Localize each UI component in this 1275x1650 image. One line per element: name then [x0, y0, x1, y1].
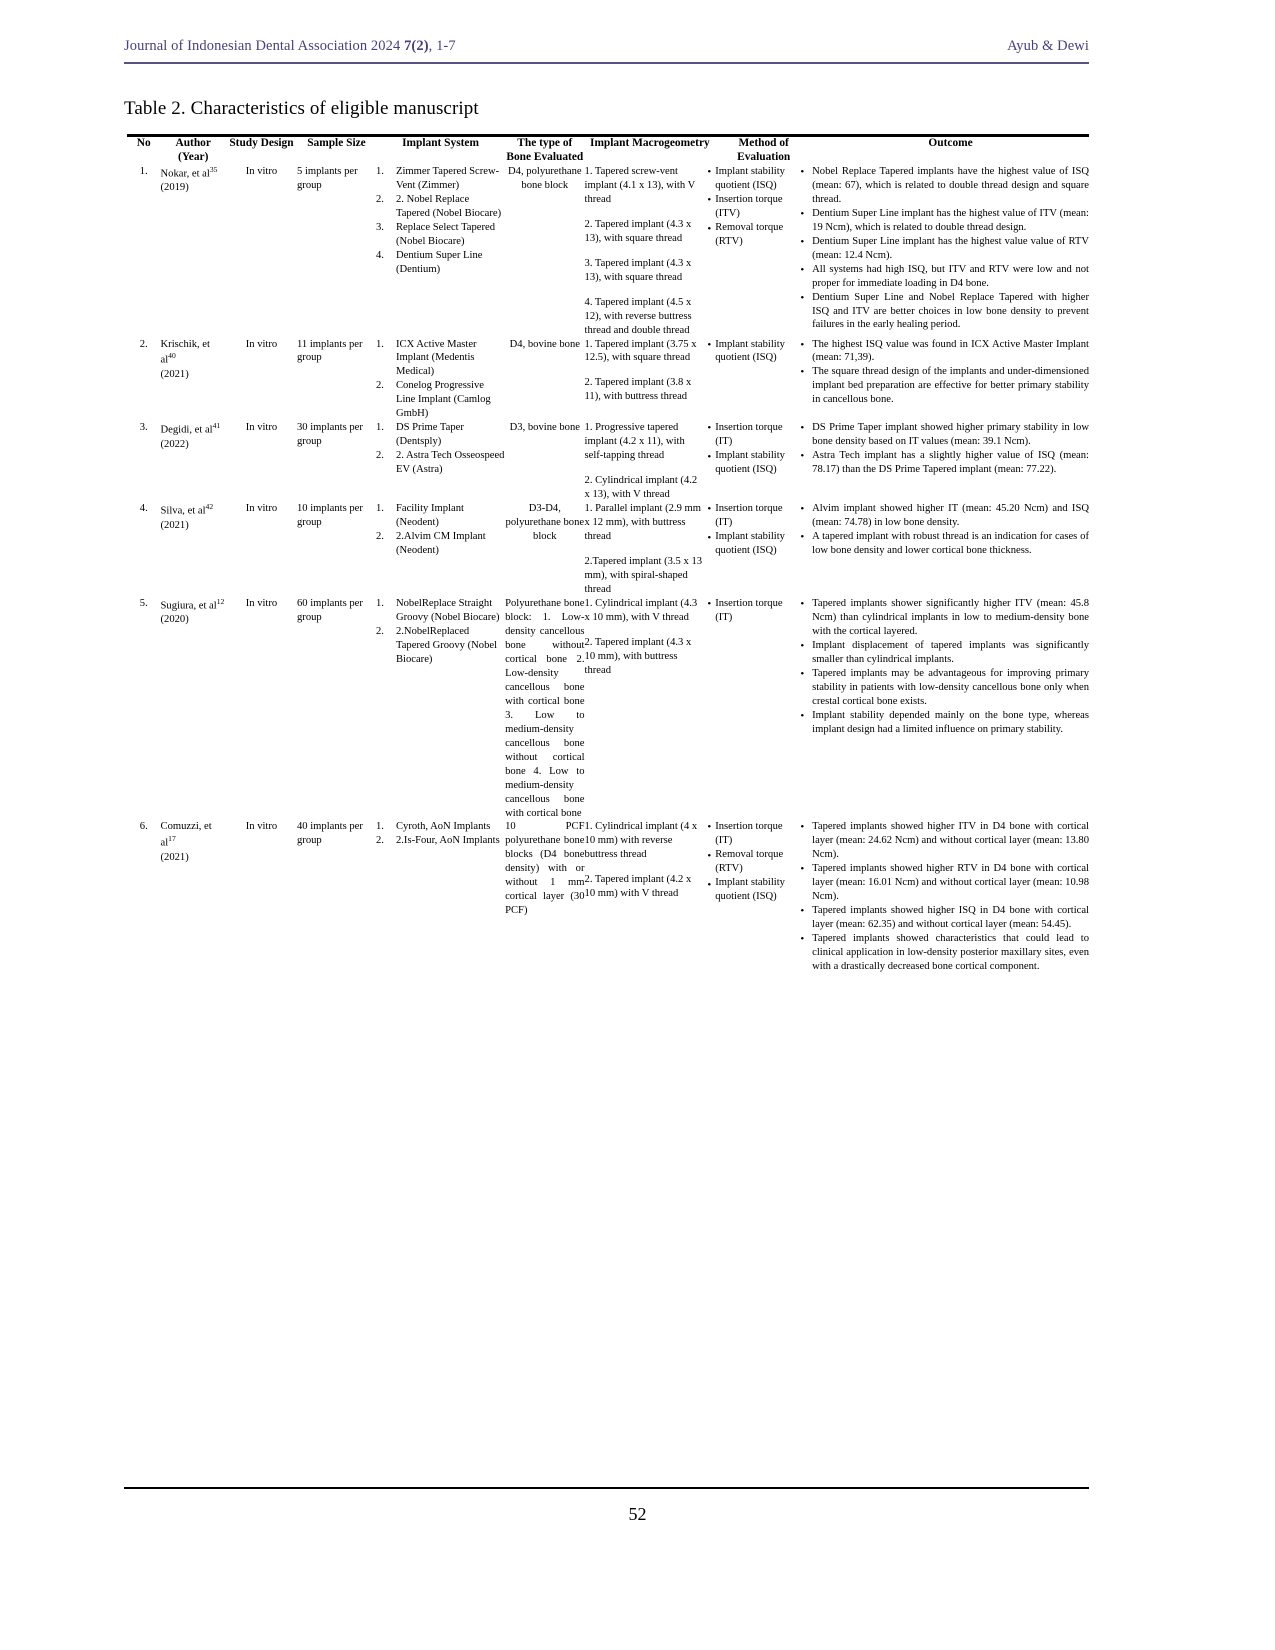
method-item: Implant stability quotient (ISQ)	[715, 531, 785, 557]
outcome-item: Tapered implants showed higher ISQ in D4 bone with cortical layer (mean: 62.35) and without cortical layer (mean: 54.45).	[812, 905, 1089, 931]
method-item: Insertion torque (IT)	[715, 597, 783, 623]
outcome-item: The square thread design of the implants and under-dimensioned implant bed preparation are effective for better primary stability in cancellous bone.	[812, 366, 1089, 406]
outcome-item: Dentium Super Line implant has the highest value of ITV (mean: 19 Ncm), which is related to double thread design.	[812, 207, 1089, 233]
cell-method-of-evaluation	[715, 502, 800, 597]
outcome-item: Tapered implants showed higher ITV in D4 bone with cortical layer (mean: 24.62 Ncm) and without cortical layer (mean: 13.80 Ncm).	[812, 821, 1089, 861]
implant-system-item: 2.NobelReplaced Tapered Groovy (Nobel Biocare)	[395, 625, 498, 665]
table-row	[127, 338, 1089, 422]
implant-system-list	[376, 165, 505, 277]
cell-outcome	[812, 820, 1089, 974]
cell-bone-type: Polyurethane bone block: 1. Low-density cancellous bone without cortical bone 2. Low-density cancellous bone with cortical bone 3. Low to medium-density cancellous bone without cortical bone 4. Low to medium-density cancellous bone with cortical bone	[505, 597, 585, 819]
outcome-list	[812, 502, 1089, 558]
bullet-icon: •	[800, 709, 805, 722]
cell-author	[161, 820, 226, 974]
running-head-volume: 7(2)	[404, 38, 429, 54]
col-header-bone-type: The type of Bone Evaluated	[506, 137, 584, 163]
macrogeometry-item: 2. Tapered implant (4.3 x 10 mm), with buttress thread	[584, 636, 692, 676]
outcome-list	[812, 165, 1089, 333]
bullet-icon: •	[707, 222, 712, 235]
method-item: Implant stability quotient (ISQ)	[715, 877, 785, 903]
implant-system-list	[376, 820, 505, 848]
bullet-icon: •	[800, 821, 805, 834]
author-year: (2021)	[160, 368, 189, 380]
table-header-row	[127, 136, 1089, 165]
cell-sample-size: 10 implants per group	[297, 503, 363, 529]
cell-sample-size: 30 implants per group	[297, 422, 363, 448]
method-item: Insertion torque (IT)	[715, 503, 783, 529]
implant-system-item: 2.Alvim CM Implant (Neodent)	[395, 531, 486, 557]
cell-outcome	[812, 338, 1089, 422]
cell-macrogeometry	[585, 421, 704, 502]
author-name: Sugiura, et al	[160, 600, 217, 612]
col-header-method: Method of Evaluation	[737, 137, 791, 163]
bullet-icon: •	[800, 597, 805, 610]
col-header-no: No	[136, 137, 151, 149]
macrogeometry-item: 4. Tapered implant (4.5 x 12), with reverse buttress thread and double thread	[584, 296, 692, 336]
cell-author	[161, 502, 226, 597]
bullet-icon: •	[800, 863, 805, 876]
col-header-author	[161, 136, 226, 165]
cell-macrogeometry	[585, 597, 704, 821]
bullet-icon: •	[800, 291, 805, 304]
method-item: Insertion torque (IT)	[715, 821, 783, 847]
bullet-icon: •	[707, 194, 712, 207]
author-reference: 40	[168, 351, 176, 361]
table-container	[127, 134, 1089, 974]
author-reference: 42	[205, 502, 214, 512]
cell-study-design: In vitro	[245, 821, 278, 833]
implant-system-item: Dentium Super Line (Dentium)	[395, 249, 483, 275]
outcome-item: Tapered implants showed characteristics that could lead to clinical application in low-density posterior maxillary sites, even with a drastically decreased bone cortical component.	[812, 933, 1089, 973]
outcome-item: Alvim implant showed higher IT (mean: 45.20 Ncm) and ISQ (mean: 74.78) in low bone density.	[812, 503, 1089, 529]
author-name: Comuzzi, et al	[160, 821, 212, 849]
author-name: Degidi, et al	[160, 424, 213, 436]
cell-bone-type: D3, bovine bone	[509, 422, 580, 434]
outcome-item: Tapered implants may be advantageous for improving primary stability in patients with low-density cancellous bone only when crestal cortical bone exists.	[812, 667, 1089, 707]
implant-system-item: NobelReplace Straight Groovy (Nobel Biocare)	[395, 597, 500, 623]
cell-no: 3.	[139, 422, 148, 434]
col-header-implant-system: Implant System	[402, 137, 479, 149]
author-year: (2019)	[160, 182, 189, 194]
macrogeometry-item: 1. Cylindrical implant (4 x 10 mm) with reverse buttress thread	[584, 821, 698, 861]
outcome-list	[812, 597, 1089, 737]
method-item: Removal torque (RTV)	[715, 221, 784, 247]
macro-bullet-column	[703, 597, 715, 821]
bullet-icon: •	[800, 263, 805, 276]
outcome-bullet-column	[800, 165, 812, 338]
cell-method-of-evaluation	[715, 421, 800, 502]
footer-rule	[124, 1487, 1089, 1489]
cell-bone-type: D4, polyurethane bone block	[508, 165, 582, 191]
cell-no: 2.	[139, 338, 148, 350]
author-name: Nokar, et al	[160, 168, 210, 180]
outcome-item: Tapered implants showed higher RTV in D4 bone with cortical layer (mean: 16.01 Ncm) and without cortical layer (mean: 10.98 Ncm).	[812, 863, 1089, 903]
table-row	[127, 502, 1089, 597]
col-header-macrogeometry: Implant Macrogeometry	[590, 137, 710, 149]
bullet-icon: •	[800, 207, 805, 220]
implant-system-item: Cyroth, AoN Implants	[395, 821, 491, 833]
macrogeometry-item: 1. Progressive tapered implant (4.2 x 11), with self-tapping thread	[584, 422, 685, 462]
cell-bone-type: D4, bovine bone	[509, 338, 580, 350]
cell-bone-type: D3-D4, polyurethane bone block	[505, 503, 585, 543]
macro-bullet-column	[703, 820, 715, 974]
cell-author	[161, 421, 226, 502]
bullet-icon: •	[707, 422, 712, 435]
cell-no: 5.	[139, 597, 148, 609]
author-year: (2021)	[160, 851, 189, 863]
bullet-icon: •	[707, 503, 712, 516]
author-reference: 41	[212, 421, 221, 431]
bullet-icon: •	[707, 878, 712, 891]
macrogeometry-item: 1. Cylindrical implant (4.3 x 10 mm), with V thread	[584, 597, 698, 623]
bullet-icon: •	[707, 821, 712, 834]
table-row	[127, 597, 1089, 821]
col-header-study-design: Study Design	[229, 137, 294, 149]
cell-macrogeometry	[585, 820, 704, 974]
implant-system-item: Facility Implant (Neodent)	[395, 503, 464, 529]
cell-study-design: In vitro	[245, 165, 278, 177]
bullet-icon: •	[800, 667, 805, 680]
cell-method-of-evaluation	[715, 165, 800, 338]
macro-bullet-column	[703, 421, 715, 502]
cell-sample-size: 11 implants per group	[297, 338, 363, 364]
col-header-outcome: Outcome	[928, 137, 973, 149]
cell-no: 6.	[139, 821, 148, 833]
bullet-icon: •	[800, 450, 805, 463]
bullet-icon: •	[707, 165, 712, 178]
table-row	[127, 165, 1089, 338]
bullet-icon: •	[800, 503, 805, 516]
macro-bullet-column	[703, 338, 715, 422]
cell-implant-system	[376, 338, 505, 422]
outcome-bullet-column	[800, 502, 812, 597]
running-head-journal: Journal of Indonesian Dental Association 2024	[124, 38, 405, 54]
cell-outcome	[812, 165, 1089, 338]
outcome-item: Implant displacement of tapered implants was significantly smaller than cylindrical implants.	[812, 639, 1089, 665]
cell-implant-system	[376, 502, 505, 597]
running-head-authors: Ayub & Dewi	[1007, 38, 1089, 54]
cell-outcome	[812, 421, 1089, 502]
cell-study-design: In vitro	[245, 338, 278, 350]
outcome-item: Dentium Super Line implant has the highest value value of RTV (mean: 12.4 Ncm).	[812, 235, 1089, 261]
cell-implant-system	[376, 421, 505, 502]
outcome-list	[812, 338, 1089, 408]
macrogeometry-item: 3. Tapered implant (4.3 x 13), with square thread	[584, 257, 692, 283]
implant-system-item: Zimmer Tapered Screw-Vent (Zimmer)	[395, 165, 500, 191]
implant-system-list	[376, 502, 505, 558]
cell-no: 4.	[139, 503, 148, 515]
table-row	[127, 820, 1089, 974]
cell-outcome	[812, 502, 1089, 597]
method-item: Implant stability quotient (ISQ)	[715, 165, 785, 191]
macrogeometry-item: 2. Tapered implant (4.3 x 13), with square thread	[584, 218, 692, 244]
method-item: Insertion torque (IT)	[715, 422, 783, 448]
running-head	[124, 38, 1089, 55]
macrogeometry-item: 2. Cylindrical implant (4.2 x 13), with V thread	[584, 475, 698, 501]
cell-macrogeometry	[585, 165, 704, 338]
cell-implant-system	[376, 165, 505, 338]
outcome-bullet-column	[800, 820, 812, 974]
running-head-left	[124, 38, 456, 55]
outcome-item: A tapered implant with robust thread is an indication for cases of low bone density and lower cortical bone thickness.	[812, 531, 1089, 557]
author-year: (2022)	[160, 438, 189, 450]
outcome-bullet-column	[800, 338, 812, 422]
implant-system-item: 2. Nobel Replace Tapered (Nobel Biocare)	[395, 193, 502, 219]
implant-system-list	[376, 338, 505, 422]
author-year: (2020)	[160, 614, 189, 626]
author-reference: 35	[209, 164, 218, 174]
table-caption: Table 2. Characteristics of eligible manuscript	[124, 98, 479, 119]
outcome-list	[812, 421, 1089, 477]
cell-implant-system	[376, 820, 505, 974]
cell-sample-size: 40 implants per group	[297, 821, 363, 847]
bullet-icon: •	[707, 531, 712, 544]
macrogeometry-item: 1. Tapered implant (3.75 x 12.5), with square thread	[584, 338, 697, 364]
cell-author	[161, 165, 226, 338]
macrogeometry-item: 1. Tapered screw-vent implant (4.1 x 13), with V thread	[584, 165, 696, 205]
bullet-icon: •	[707, 338, 712, 351]
method-item: Insertion torque (ITV)	[715, 193, 783, 219]
cell-method-of-evaluation	[715, 597, 800, 821]
table-row	[127, 421, 1089, 502]
col-header-sample-size: Sample Size	[307, 137, 366, 149]
outcome-list	[812, 820, 1089, 974]
bullet-icon: •	[800, 366, 805, 379]
cell-macrogeometry	[585, 502, 704, 597]
implant-system-item: 2. Astra Tech Osseospeed EV (Astra)	[395, 450, 505, 476]
implant-system-item: Replace Select Tapered (Nobel Biocare)	[395, 221, 496, 247]
method-item: Implant stability quotient (ISQ)	[715, 338, 785, 364]
method-item: Removal torque (RTV)	[715, 849, 784, 875]
outcome-item: Nobel Replace Tapered implants have the highest value of ISQ (mean: 67), which is related to double thread design and square thread.	[812, 165, 1089, 205]
cell-no: 1.	[139, 165, 148, 177]
author-name: Krischik, et al	[160, 338, 210, 366]
outcome-bullet-column	[800, 597, 812, 821]
cell-sample-size: 60 implants per group	[297, 597, 363, 623]
cell-sample-size: 5 implants per group	[297, 165, 358, 191]
bullet-icon: •	[800, 905, 805, 918]
bullet-icon: •	[800, 639, 805, 652]
implant-system-item: ICX Active Master Implant (Medentis Medical)	[395, 338, 477, 378]
cell-study-design: In vitro	[245, 422, 278, 434]
table-body	[127, 165, 1089, 974]
outcome-item: Astra Tech implant has a slightly higher value of ISQ (mean: 78.17) than the DS Prime Tapered implant (mean: 77.22).	[812, 450, 1089, 476]
cell-study-design: In vitro	[245, 503, 278, 515]
cell-outcome	[812, 597, 1089, 821]
bullet-icon: •	[800, 933, 805, 946]
running-head-pages: , 1-7	[428, 38, 456, 54]
outcome-item: Tapered implants shower significantly higher ITV (mean: 45.8 Ncm) than cylindrical implants in low to medium-density bone with the cortical layered.	[812, 597, 1089, 637]
bullet-icon: •	[800, 338, 805, 351]
author-reference: 17	[168, 834, 176, 844]
running-head-rule	[124, 62, 1089, 64]
bullet-icon: •	[707, 450, 712, 463]
outcome-item: DS Prime Taper implant showed higher primary stability in low bone density based on IT values (mean: 39.1 Ncm).	[812, 422, 1089, 448]
cell-study-design: In vitro	[245, 597, 278, 609]
bullet-icon: •	[707, 849, 712, 862]
author-year: (2021)	[160, 519, 189, 531]
outcome-item: All systems had high ISQ, but ITV and RTV were low and not proper for immediate loading in D4 bone.	[812, 263, 1089, 289]
macro-bullet-column	[703, 502, 715, 597]
col-header-author-text: Author (Year)	[175, 137, 211, 163]
cell-author	[161, 597, 226, 821]
cell-bone-type: 10 PCF polyurethane bone blocks (D4 bone density) with or without 1 mm cortical layer (30 PCF)	[505, 821, 585, 917]
page-number: 52	[628, 1504, 647, 1524]
bullet-icon: •	[800, 165, 805, 178]
cell-method-of-evaluation	[715, 338, 800, 422]
cell-author	[161, 338, 226, 422]
author-name: Silva, et al	[160, 505, 206, 517]
macrogeometry-item: 2.Tapered implant (3.5 x 13 mm), with spiral-shaped thread	[584, 556, 703, 595]
implant-system-item: DS Prime Taper (Dentsply)	[395, 422, 464, 448]
bullet-icon: •	[707, 597, 712, 610]
implant-system-item: 2.Is-Four, AoN Implants	[395, 835, 500, 847]
method-item: Implant stability quotient (ISQ)	[715, 450, 785, 476]
implant-system-item: Conelog Progressive Line Implant (Camlog GmbH)	[395, 380, 491, 420]
macrogeometry-item: 2. Tapered implant (3.8 x 11), with buttress thread	[584, 377, 692, 403]
outcome-item: Implant stability depended mainly on the bone type, whereas implant design had a limited influence on primary stability.	[812, 709, 1089, 735]
macrogeometry-item: 1. Parallel implant (2.9 mm x 12 mm), with buttress thread	[584, 503, 702, 543]
cell-method-of-evaluation	[715, 820, 800, 974]
macrogeometry-item: 2. Tapered implant (4.2 x 10 mm) with V thread	[584, 874, 692, 900]
cell-implant-system	[376, 597, 505, 821]
cell-macrogeometry	[585, 338, 704, 422]
macro-bullet-column	[703, 165, 715, 338]
characteristics-table	[127, 134, 1089, 974]
outcome-item: The highest ISQ value was found in ICX Active Master Implant (mean: 71,39).	[812, 338, 1089, 364]
bullet-icon: •	[800, 422, 805, 435]
outcome-bullet-column	[800, 421, 812, 502]
bullet-icon: •	[800, 235, 805, 248]
outcome-item: Dentium Super Line and Nobel Replace Tapered with higher ISQ and ITV are better choices in low bone density to prevent failures in the early healing period.	[812, 291, 1089, 331]
implant-system-list	[376, 421, 505, 477]
bullet-icon: •	[800, 531, 805, 544]
author-reference: 12	[216, 596, 225, 606]
implant-system-list	[376, 597, 505, 667]
